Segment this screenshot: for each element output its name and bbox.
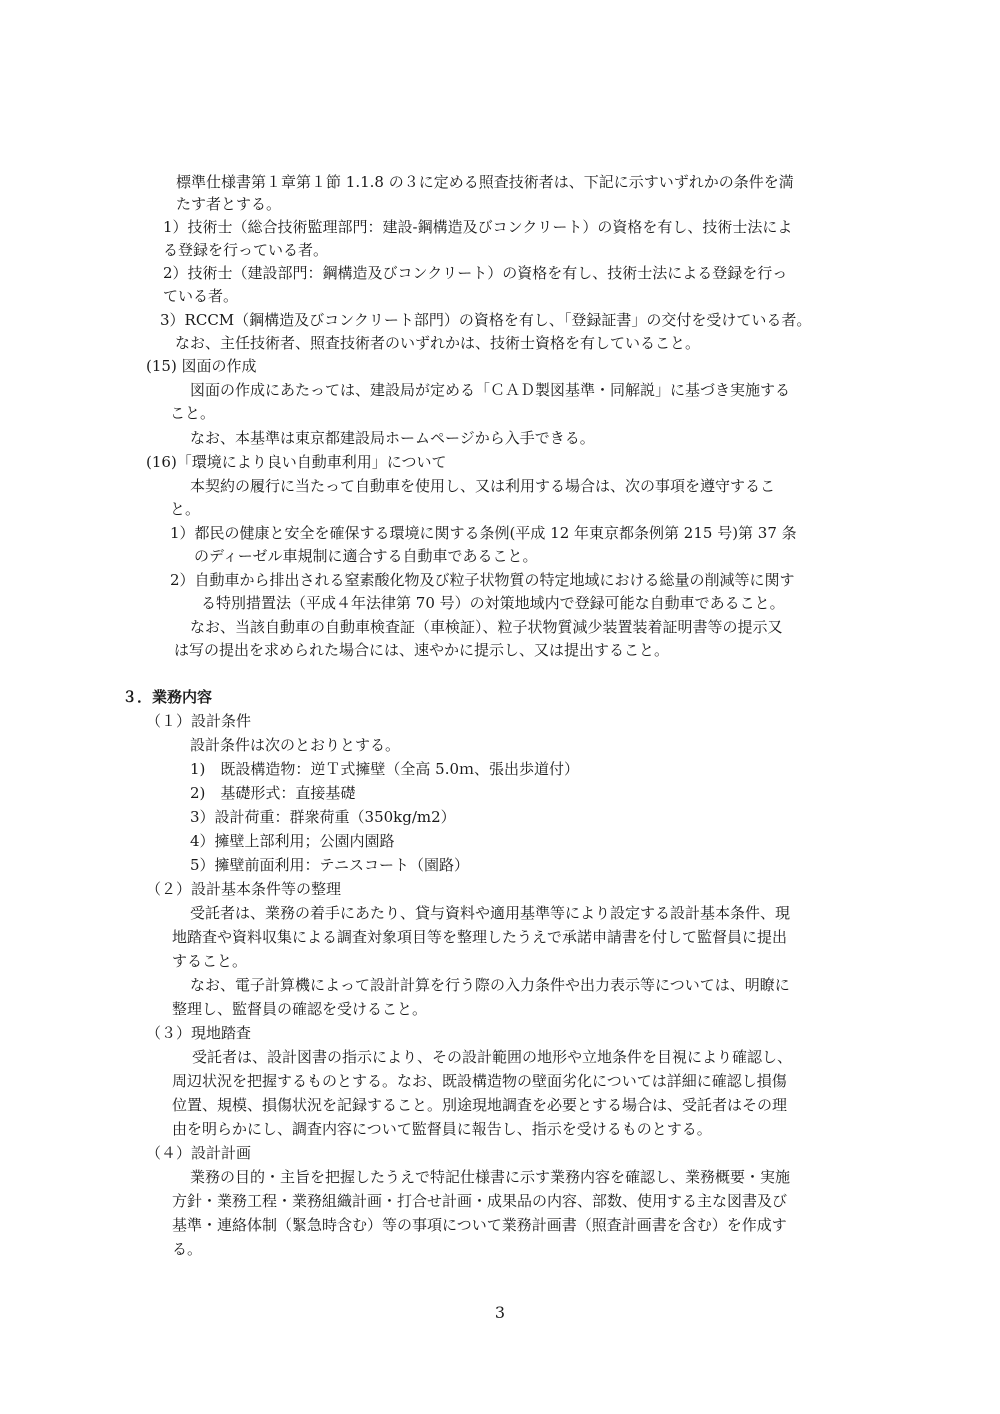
subsection-3-line-3: 位置、規模、損傷状況を記録すること。別途現地調査を必要とする場合は、受託者はその理 [172,1096,788,1114]
subsection-2-line-2: 地踏査や資料収集による調査対象項目等を整理したうえで承諾申請書を付して監督員に提出 [172,928,788,946]
design-condition-3: 3）設計荷重：群衆荷重（350kg/m2） [190,808,456,826]
section-15-title: (15) 図面の作成 [146,357,257,375]
section-3-heading: ３．業務内容 [122,688,213,706]
subsection-3-line-4: 由を明らかにし、調査内容について監督員に報告し、指示を受けるものとする。 [172,1120,712,1138]
subsection-1-title: （１）設計条件 [146,712,252,730]
section-15-para-line-1: 図面の作成にあたっては、建設局が定める「ＣＡＤ製図基準・同解説」に基づき実施する [190,381,791,399]
section-16-item-2-line-2: る特別措置法（平成４年法律第 70 号）の対策地域内で登録可能な自動車であること。 [201,594,785,612]
section-16-item-1-line-2: のディーゼル車規制に適合する自動車であること。 [194,547,538,565]
subsection-2-line-4: なお、電子計算機によって設計計算を行う際の入力条件や出力表示等については、明瞭に [190,976,790,994]
section-16-note-line-2: は写の提出を求められた場合には、速やかに提示し、又は提出すること。 [174,641,670,659]
intro-line-1: 標準仕様書第１章第１節 1.1.8 の３に定める照査技術者は、下記に示すいずれかの条件を満 [176,173,794,191]
design-condition-5: 5）擁壁前面利用：テニスコート（園路） [190,856,469,874]
section-16-item-2-line-1: 2）自動車から排出される窒素酸化物及び粒子状物質の特定地域における総量の削減等に関す [170,571,795,589]
subsection-2-line-5: 整理し、監督員の確認を受けること。 [172,1000,428,1018]
intro-item-1-line-2: る登録を行っている者。 [163,241,329,259]
subsection-2-title: （２）設計基本条件等の整理 [146,880,342,898]
design-condition-4: 4）擁壁上部利用；公園内園路 [190,832,395,850]
subsection-2-line-1: 受託者は、業務の着手にあたり、貸与資料や適用基準等により設定する設計基本条件、現 [190,904,791,922]
intro-item-3: 3）RCCM（鋼構造及びコンクリート部門）の資格を有し、「登録証書」の交付を受けている者。 [160,311,812,329]
subsection-4-line-1: 業務の目的・主旨を把握したうえで特記仕様書に示す業務内容を確認し、業務概要・実施 [190,1168,791,1186]
subsection-4-title: （４）設計計画 [146,1144,252,1162]
subsection-3-line-1: 受託者は、設計図書の指示により、その設計範囲の地形や立地条件を目視により確認し、 [192,1048,793,1066]
subsection-1-lead: 設計条件は次のとおりとする。 [190,736,401,754]
subsection-3-title: （３）現地踏査 [146,1024,252,1042]
section-16-note-line-1: なお、当該自動車の自動車検査証（車検証）、粒子状物質減少装置装着証明書等の提示又 [190,618,783,636]
page-number: 3 [494,1303,506,1322]
design-condition-2: 2) 基礎形式：直接基礎 [190,784,356,802]
intro-item-2-line-2: ている者。 [163,287,239,305]
design-condition-1: 1) 既設構造物：逆Ｔ式擁壁（全高 5.0ｍ、張出歩道付） [190,760,580,778]
subsection-2-line-3: すること。 [172,952,248,970]
section-16-item-1-line-1: 1）都民の健康と安全を確保する環境に関する条例(平成 12 年東京都条例第 215 号)第 37 条 [170,524,797,542]
intro-note: なお、主任技術者、照査技術者のいずれかは、技術士資格を有していること。 [175,334,701,352]
intro-item-1-line-1: 1）技術士（総合技術監理部門：建設-鋼構造及びコンクリート）の資格を有し、技術士法によ [163,218,793,236]
section-15-note: なお、本基準は東京都建設局ホームページから入手できる。 [190,429,595,447]
section-16-para-line-1: 本契約の履行に当たって自動車を使用し、又は利用する場合は、次の事項を遵守するこ [190,477,776,495]
intro-line-2: たす者とする。 [176,195,282,213]
subsection-4-line-2: 方針・業務工程・業務組織計画・打合せ計画・成果品の内容、部数、使用する主な図書及び [172,1192,788,1210]
subsection-4-line-3: 基準・連絡体制（緊急時含む）等の事項について業務計画書（照査計画書を含む）を作成す [172,1216,787,1234]
subsection-3-line-2: 周辺状況を把握するものとする。なお、既設構造物の壁面劣化については詳細に確認し損傷 [172,1072,787,1090]
section-16-title: (16)「環境により良い自動車利用」について [146,453,447,471]
subsection-4-line-4: る。 [172,1240,203,1258]
intro-item-2-line-1: 2）技術士（建設部門：鋼構造及びコンクリート）の資格を有し、技術士法による登録を行っ [163,264,788,282]
section-15-para-line-2: こと。 [170,404,216,422]
section-16-para-line-2: と。 [170,500,201,518]
